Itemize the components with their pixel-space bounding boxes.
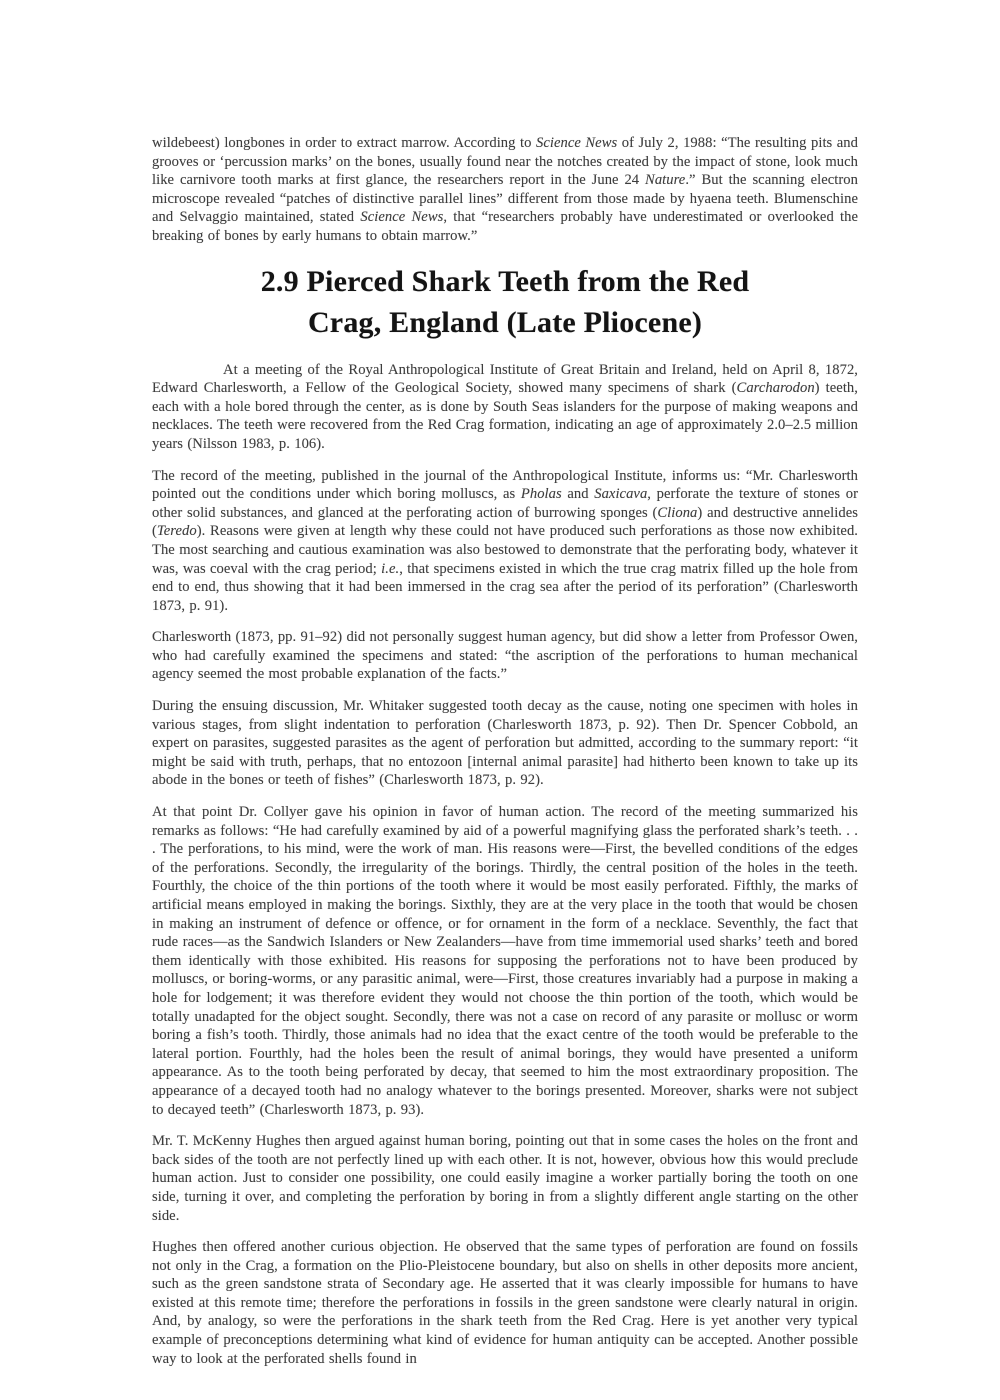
italic-text-segment: Science News	[360, 209, 444, 226]
italic-text-segment: Saxicava	[594, 486, 648, 503]
italic-text-segment: Science News	[535, 135, 618, 151]
text-segment: During the ensuing discussion, Mr. Whitaker suggested tooth decay as the cause, noting one specimen with holes in various stages, from slight indentation to perforation (Charlesworth 1873, p. 92). Then Dr. Spencer Cobbold, an expert on parasites, suggested parasites as the agent of perforation but admitted, according to the summary report: “it might be said with truth, perhaps, that no entozoon [internal animal parasite] had hitherto been known to take up its abode in the bones or teeth of fishes” (Charlesworth 1873, p. 92).	[152, 698, 858, 789]
italic-text-segment: Teredo	[156, 523, 197, 540]
section-heading-line1: 2.9 Pierced Shark Teeth from the Red	[260, 264, 750, 298]
text-segment: and	[561, 486, 595, 503]
section-heading	[152, 261, 858, 343]
paragraph-hughes-alignment	[152, 1132, 858, 1225]
paragraph-record-of-meeting	[152, 467, 858, 616]
text-segment: , that specimens existed in which the true crag matrix filled up the hole from end to end, thus showing that it had been immersed in the crag sea after the period of its perforation” (Charlesworth 1873, p. 91).	[152, 560, 859, 614]
text-segment: Charlesworth (1873, pp. 91–92) did not personally suggest human agency, but did show a letter from Professor Owen, who had carefully examined the specimens and stated: “the ascription of the perforations to human mechanical agency seemed the most probable explanation of the facts.”	[152, 629, 859, 683]
text-segment: At a meeting of the Royal Anthropological Institute of Great Britain and Ireland, held on April 8, 1872, Edward Charlesworth, a Fellow of the Geological Society, showed many specimens of shark (	[152, 361, 858, 397]
text-segment: of July 2, 1988: “The resulting pits and grooves or ‘percussion marks’ on the bones, usually found near the notches created by the impact of stone, look much like carnivore tooth marks at first glance, the researchers report in the June 24	[152, 135, 859, 189]
text-segment: wildebeest) longbones in order to extract marrow. According to	[152, 135, 536, 151]
italic-text-segment: Carcharodon	[736, 380, 815, 397]
paragraph-collyer-opinion	[152, 803, 858, 1119]
paragraph-charlesworth-meeting	[152, 361, 858, 454]
section-heading-line2: Crag, England (Late Pliocene)	[307, 305, 703, 339]
paragraph-marrow-extraction	[152, 134, 858, 246]
paragraph-owen-letter	[152, 628, 858, 684]
text-segment: Mr. T. McKenny Hughes then argued against human boring, pointing out that in some cases the holes on the front and back sides of the tooth are not perfectly lined up with each other. It is not, however, obvious how this would preclude human action. Just to consider one possibility, one could easily imagine a worker partially boring the tooth on one side, turning it over, and completing the perforation by boring in from a slightly different angle starting on the other side.	[152, 1133, 858, 1224]
paragraph-hughes-fossils	[152, 1238, 858, 1368]
text-segment: , perforate the texture of stones or other solid substances, and glanced at the perforating action of burrowing sponges (	[152, 486, 859, 521]
text-segment: , that “researchers probably have underestimated or overlooked the breaking of bones by early humans to obtain marrow.”	[152, 209, 859, 244]
text-segment: Hughes then offered another curious objection. He observed that the same types of perforation are found on fossils not only in the Crag, a formation on the Plio-Pleistocene boundary, but also on shells in other deposits more ancient, such as the green sandstone strata of Secondary age. He asserted that it was clearly impossible for humans to have existed at this remote time; therefore the perforations in fossils in the green sandstone were clearly natural in origin. And, by analogy, so were the perforations in the shark teeth from the Red Crag. Here is yet another very typical example of preconceptions determining what kind of evidence for human antiquity can be accepted. Another possible way to look at the perforated shells found in	[152, 1239, 858, 1367]
italic-text-segment: Cliona	[657, 504, 698, 521]
italic-text-segment: Nature	[645, 172, 686, 189]
text-segment: .” But the scanning electron microscope revealed “patches of distinctive parallel lines” different from those made by hyaena teeth. Blumenschine and Selvaggio maintained, stated	[152, 172, 858, 226]
italic-text-segment: i.e.	[381, 560, 400, 577]
paragraph-whitaker-cobbold	[152, 697, 858, 790]
page-content	[152, 134, 858, 1381]
text-segment: ) teeth, each with a hole bored through the center, as is done by South Seas islanders for the purpose of making weapons and necklaces. The teeth were recovered from the Red Crag formation, indicating an age of approximately 2.0–2.5 million years (Nilsson 1983, p. 106).	[152, 380, 858, 452]
text-segment: At that point Dr. Collyer gave his opinion in favor of human action. The record of the meeting summarized his remarks as follows: “He had carefully examined by aid of a powerful magnifying glass the perforated shark’s teeth. . . . The perforations, to his mind, were the work of man. His reasons were—First, the bevelled conditions of the edges of the perforations. Secondly, the irregularity of the borings. Thirdly, the central position of the holes in the teeth. Fourthly, the choice of the thin portions of the tooth where it would be most easily perforated. Fifthly, the marks of artificial means employed in making the borings. Sixthly, they are at the very place in the tooth that would be chosen in making an instrument of defence or offence, or for ornament in the form of a necklace. Seventhly, the fact that rude races—as the Sandwich Islanders or New Zealanders—have from time immemorial used sharks’ teeth and bored them identically with those exhibited. His reasons for supposing the perforations not to have been produced by molluscs, or boring-worms, or any parasitic animal, were—First, those creatures invariably had a purpose in making a hole for lodgement; it was therefore evident they would not choose the thin portion of the tooth, which would be totally unadapted for the object sought. Secondly, there was not a case on record of any parasite or mollusc or worm boring a fish’s tooth. Thirdly, those animals had no idea that the exact centre of the tooth would be preferable to the lateral portion. Fourthly, had the holes been the result of animal borings, they would have presented a uniform appearance. As to the tooth being perforated by decay, that seemed to him the most extraordinary proposition. The appearance of a decayed tooth had no analogy whatever to the borings presented. Moreover, sharks were not subject to decayed teeth” (Charlesworth 1873, p. 93).	[152, 804, 858, 1118]
text-segment: ) and destructive annelides (	[152, 504, 858, 540]
text-segment: The record of the meeting, published in the journal of the Anthropological Institute, informs us: “Mr. Charlesworth pointed out the conditions under which boring molluscs, as	[152, 467, 858, 503]
text-segment: ). Reasons were given at length why these could not have produced such perforations as those now exhibited. The most searching and cautious examination was also bestowed to demonstrate that the perforating body, whatever it was, was coeval with the crag period;	[152, 523, 858, 577]
italic-text-segment: Pholas	[520, 486, 562, 503]
